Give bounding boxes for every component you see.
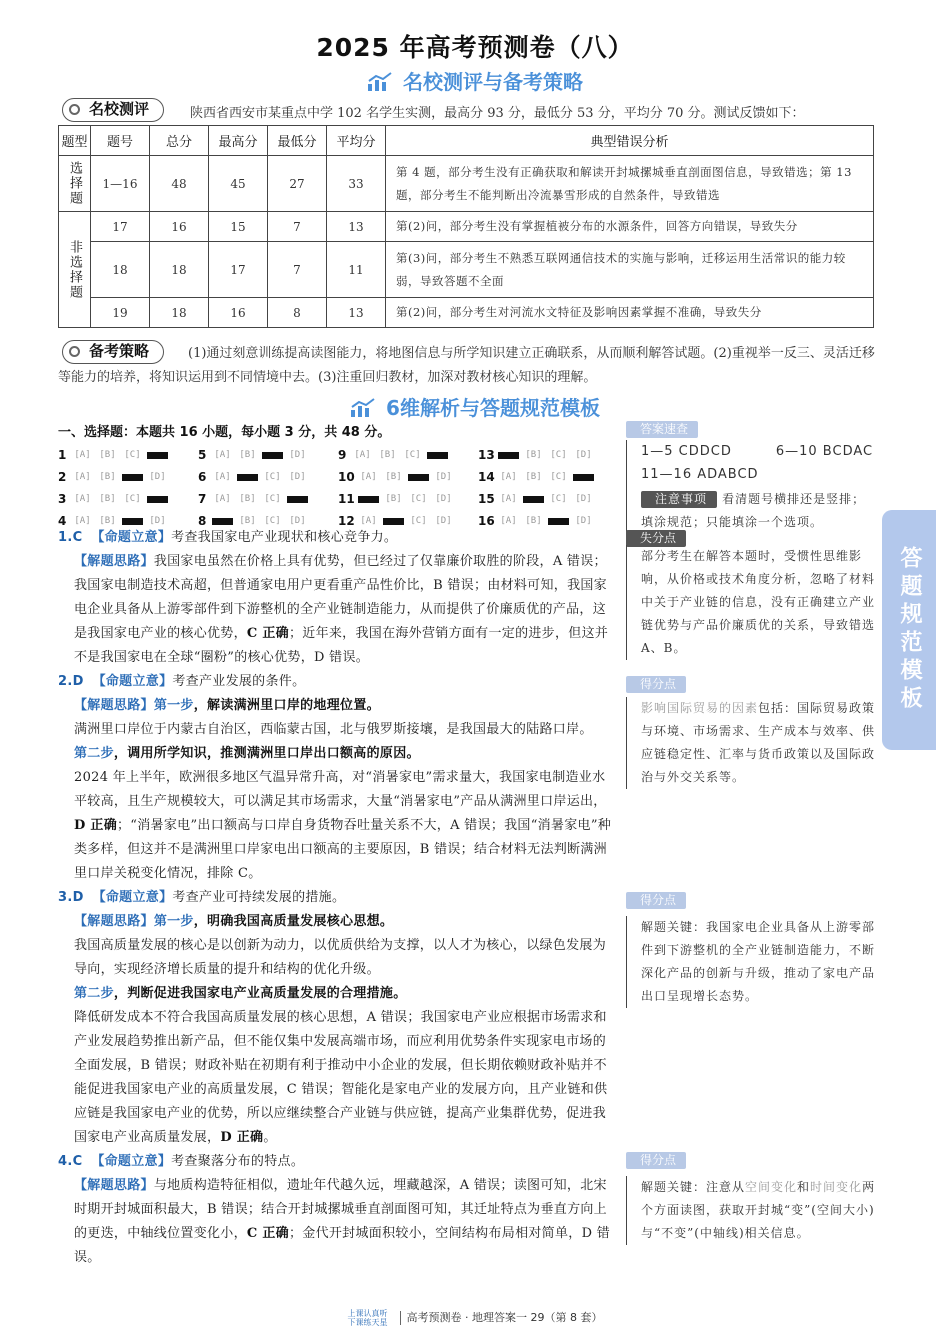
score-point-label: 得分点 — [626, 1152, 686, 1169]
section-heading-analysis — [0, 392, 950, 421]
empty-bubble: [C] — [264, 472, 281, 482]
empty-bubble: [A] — [214, 494, 231, 504]
empty-bubble: [B] — [99, 472, 116, 482]
paragraph: 2024 年上半年，欧洲很多地区气温异常升高，对“消暑家电”需求量大，我国家电制造业水平较高，且生产规模较大，可以满足其市场需求，大量“消暑家电”产品从满洲里口岸运出， — [74, 770, 607, 809]
table-row — [59, 156, 874, 212]
empty-bubble: [B] — [385, 472, 402, 482]
filled-bubble — [573, 474, 594, 481]
question-number: 15 — [478, 492, 495, 506]
thinking-tag: 【解题思路】 — [74, 1178, 154, 1193]
choice-heading: 一、选择题：本题共 16 小题，每小题 3 分，共 48 分。 — [58, 425, 391, 440]
filled-bubble — [237, 474, 258, 481]
step-text: ，判断促进我国家电产业高质量发展的合理措施。 — [113, 986, 407, 1001]
empty-bubble: [D] — [435, 494, 452, 504]
section-heading-evaluation — [0, 66, 950, 95]
paragraph: 。 — [263, 1130, 277, 1145]
empty-bubble: [A] — [74, 494, 91, 504]
header-total: 总分 — [150, 126, 209, 156]
intent-tag: 【命题立意】 — [92, 890, 173, 905]
thinking-tag: 【解题思路】 — [74, 698, 154, 713]
answer-item — [478, 444, 618, 466]
question-4-explanation — [58, 1150, 618, 1270]
bar-chart-icon — [367, 72, 393, 92]
answer-row — [58, 444, 618, 466]
cell-no: 18 — [91, 242, 150, 298]
empty-bubble: [D] — [289, 472, 306, 482]
paragraph: 满洲里口岸位于内蒙古自治区，西临蒙古国，北与俄罗斯接壤，是我国最大的陆路口岸。 — [74, 722, 593, 737]
filled-bubble — [147, 452, 168, 459]
filled-bubble — [427, 452, 448, 459]
header-type: 题型 — [59, 126, 91, 156]
empty-bubble: [B] — [379, 450, 396, 460]
answer-item — [338, 466, 478, 488]
filled-bubble — [122, 474, 143, 481]
cell-min: 7 — [268, 212, 327, 242]
bar-chart-icon — [350, 398, 376, 418]
empty-bubble: [D] — [435, 472, 452, 482]
empty-bubble: [D] — [575, 450, 592, 460]
filled-bubble — [548, 518, 569, 525]
score-point-text: 解题关键：我国家电企业具备从上游零部件到下游整机的全产业链制造能力，不断深化产品的创新与升级，推动了家电产品出口呈现增长态势。 — [626, 916, 876, 1008]
table-header-row — [59, 126, 874, 156]
header-no: 题号 — [91, 126, 150, 156]
question-number: 8 — [198, 514, 207, 528]
correct-answer: C 正确 — [246, 1226, 289, 1241]
empty-bubble: [A] — [360, 472, 377, 482]
answer-item — [198, 444, 338, 466]
empty-bubble: [A] — [354, 450, 371, 460]
notes-text: 看清题号横排还是竖排；填涂规范；只能填涂一个选项。 — [641, 492, 866, 529]
cell-min: 8 — [268, 298, 327, 328]
empty-bubble: [B] — [99, 516, 116, 526]
answers-range-1: 1—5 CDDCD — [641, 444, 732, 459]
empty-bubble: [D] — [289, 516, 306, 526]
step-label: 第一步 — [153, 914, 194, 929]
empty-bubble: [D] — [435, 516, 452, 526]
filled-bubble — [358, 496, 379, 503]
step-label: 第二步 — [74, 746, 114, 761]
step-text: ，调用所学知识，推测满洲里口岸出口额高的原因。 — [113, 746, 420, 761]
cell-total: 48 — [150, 156, 209, 212]
question-1-explanation — [58, 526, 618, 670]
paragraph: ；“消暑家电”出口额高与口岸自身货物吞吐量关系不大，A 错误；我国“消暑家电”种类多样，但这并不是满洲里口岸家电出口额高的主要原因，B 错误；结合材料无法判断满洲里口岸关税变化情况，排除 C。 — [74, 818, 612, 881]
filled-bubble — [498, 452, 519, 459]
filled-bubble — [262, 452, 283, 459]
question-number: 14 — [478, 470, 495, 484]
question-number: 4.C — [58, 1154, 83, 1169]
header-min: 最低分 — [268, 126, 327, 156]
footer-text: 高考预测卷 · 地理答案一 29（第 8 套） — [406, 1311, 603, 1324]
filled-bubble — [408, 474, 429, 481]
filled-bubble — [147, 496, 168, 503]
answer-row — [58, 466, 618, 488]
question-number: 3.D — [58, 890, 84, 905]
cell-min: 7 — [268, 242, 327, 298]
empty-bubble: [C] — [124, 494, 141, 504]
question-number: 3 — [58, 492, 67, 506]
filled-bubble — [523, 496, 544, 503]
strategy-text: (1)通过刻意训练提高读图能力，将地图信息与所学知识建立正确联系，从而顺利解答试题。(2)重视举一反三、灵活迁移等能力的培养，将知识运用到不同情境中去。(3)注重回归教材，加深对教材核心知识的理解。 — [58, 346, 875, 385]
correct-answer: C 正确 — [246, 626, 289, 641]
intent-tag: 【命题立意】 — [92, 674, 173, 689]
bullet-icon — [69, 346, 80, 357]
cell-no: 17 — [91, 212, 150, 242]
empty-bubble: [C] — [550, 450, 567, 460]
cell-max: 45 — [209, 156, 268, 212]
answers-range-2: 6—10 BCDAC — [775, 444, 874, 459]
empty-bubble: [A] — [214, 472, 231, 482]
cell-total: 18 — [150, 298, 209, 328]
answer-item — [58, 466, 198, 488]
section-heading-text: 名校测评与备考策略 — [403, 70, 583, 94]
cell-avg: 33 — [327, 156, 386, 212]
question-3-explanation — [58, 886, 618, 1150]
empty-bubble: [C] — [410, 516, 427, 526]
cell-no: 1—16 — [91, 156, 150, 212]
empty-bubble: [D] — [149, 516, 166, 526]
eval-label: 名校测评 — [62, 98, 164, 122]
template-tab: 答题规范模板 — [882, 510, 936, 750]
empty-bubble: [C] — [410, 494, 427, 504]
filled-bubble — [212, 518, 233, 525]
header-avg: 平均分 — [327, 126, 386, 156]
cell-avg: 11 — [327, 242, 386, 298]
empty-bubble: [A] — [360, 516, 377, 526]
intent-text: 考查产业可持续发展的措施。 — [172, 890, 346, 905]
empty-bubble: [A] — [214, 450, 231, 460]
question-number: 11 — [338, 492, 355, 506]
empty-bubble: [B] — [239, 516, 256, 526]
question-number: 2 — [58, 470, 67, 484]
empty-bubble: [B] — [99, 494, 116, 504]
score-point-label: 得分点 — [626, 892, 686, 909]
empty-bubble: [B] — [385, 494, 402, 504]
empty-bubble: [B] — [525, 450, 542, 460]
cell-avg: 13 — [327, 298, 386, 328]
section-heading-text: 6维解析与答题规范模板 — [386, 396, 600, 420]
paragraph: 降低研发成本不符合我国高质量发展的核心思想，A 错误；我国家电产业应根据市场需求和产业发展趋势推出新产品，但不能仅集中发展高端市场，而应利用优势条件实现家电市场的全面发展，B 错误；财政补贴在初期有利于推动中小企业的发展，但长期依赖财政补贴并不能促进我国家电产业的高质量发展，C 错误；智能化是家电产业的发展方向，且产业链和供应链是我国家电产业的优势，所以应继续整合产业链与供应链，提高产业集群优势，促进我国家电产业高质量发展， — [74, 1010, 608, 1145]
explanation-text: ；金代开封城面积较小，空间结构布局相对简单，D 错误。 — [74, 1226, 611, 1265]
intent-tag: 【命题立意】 — [91, 1154, 172, 1169]
empty-bubble: [D] — [149, 472, 166, 482]
intent-tag: 【命题立意】 — [91, 530, 172, 545]
question-2-explanation — [58, 670, 618, 886]
intent-text: 考查我国家电产业现状和核心竞争力。 — [171, 530, 398, 545]
cell-max: 15 — [209, 212, 268, 242]
question-number: 2.D — [58, 674, 84, 689]
answer-row — [58, 488, 618, 510]
footer-logo: 上课认真听 下课练天星 — [347, 1309, 388, 1327]
empty-bubble: [B] — [99, 450, 116, 460]
empty-bubble: [C] — [550, 494, 567, 504]
step-text: ，明确我国高质量发展核心思想。 — [193, 914, 394, 929]
lose-point-text: 部分考生在解答本题时，受惯性思维影响，从价格或技术角度分析，忽略了材料中关于产业链的信息，没有正确建立产业链优势与产品价廉质优的关系，导致错选 A、B。 — [626, 545, 876, 660]
empty-bubble: [C] — [264, 516, 281, 526]
empty-bubble: [A] — [74, 516, 91, 526]
header-max: 最高分 — [209, 126, 268, 156]
type-cell: 选择题 — [59, 156, 91, 212]
question-number: 1.C — [58, 530, 83, 545]
cell-max: 16 — [209, 298, 268, 328]
score-point-text: 解题关键：注意从空间变化和时间变化两个方面读图，获取开封城“变”(空间大小)与“不变”(中轴线)相关信息。 — [626, 1176, 876, 1245]
step-label: 第二步 — [74, 986, 114, 1001]
question-number: 9 — [338, 448, 347, 462]
table-row — [59, 212, 874, 242]
question-number: 4 — [58, 514, 67, 528]
type-cell: 非选择题 — [59, 212, 91, 328]
question-number: 13 — [478, 448, 495, 462]
answer-item — [198, 466, 338, 488]
intent-text: 考查产业发展的条件。 — [172, 674, 306, 689]
answer-item — [338, 444, 478, 466]
question-number: 1 — [58, 448, 67, 462]
filled-bubble — [287, 496, 308, 503]
explanation-text: ；近年来，我国在海外营销方面有一定的进步，但这并不是我国家电在全球“圈粉”的核心优势，D 错误。 — [74, 626, 609, 665]
question-number: 5 — [198, 448, 207, 462]
empty-bubble: [C] — [404, 450, 421, 460]
paragraph: 我国高质量发展的核心是以创新为动力，以优质供给为支撑，以人才为核心，以绿色发展为导向，实现经济增长质量的提升和结构的优化升级。 — [74, 938, 607, 977]
table-row — [59, 242, 874, 298]
answer-sheet — [58, 444, 618, 532]
empty-bubble: [A] — [500, 494, 517, 504]
question-number: 6 — [198, 470, 207, 484]
cell-analysis: 第(2)问，部分考生对河流水文特征及影响因素掌握不准确，导致失分 — [386, 298, 874, 328]
empty-bubble: [B] — [525, 472, 542, 482]
question-number: 16 — [478, 514, 495, 528]
correct-answer: D 正确 — [74, 818, 117, 833]
cell-no: 19 — [91, 298, 150, 328]
empty-bubble: [C] — [124, 450, 141, 460]
correct-answer: D 正确 — [220, 1130, 264, 1145]
cell-total: 16 — [150, 212, 209, 242]
empty-bubble: [A] — [74, 450, 91, 460]
empty-bubble: [A] — [74, 472, 91, 482]
empty-bubble: [B] — [239, 494, 256, 504]
cell-analysis: 第(2)问，部分考生没有掌握植被分布的水源条件，回答方向错误，导致失分 — [386, 212, 874, 242]
question-number: 12 — [338, 514, 355, 528]
empty-bubble: [B] — [525, 516, 542, 526]
bullet-icon — [69, 104, 80, 115]
empty-bubble: [A] — [500, 472, 517, 482]
answer-item — [338, 488, 478, 510]
thinking-tag: 【解题思路】 — [74, 914, 154, 929]
step-label: 第一步 — [153, 698, 194, 713]
cell-avg: 13 — [327, 212, 386, 242]
cell-min: 27 — [268, 156, 327, 212]
strategy-label: 备考策略 — [62, 340, 164, 364]
step-text: ，解读满洲里口岸的地理位置。 — [193, 698, 380, 713]
filled-bubble — [383, 518, 404, 525]
answers-label: 答案速查 — [626, 421, 698, 438]
question-number: 10 — [338, 470, 355, 484]
empty-bubble: [B] — [239, 450, 256, 460]
question-number: 7 — [198, 492, 207, 506]
answer-item — [198, 488, 338, 510]
score-point-text: 影响国际贸易的因素包括：国际贸易政策与环境、市场需求、生产成本与效率、供应链稳定性、汇率与货币政策以及国际政治与外交关系等。 — [626, 697, 876, 789]
answer-item — [58, 444, 198, 466]
eval-intro: 陕西省西安市某重点中学 102 名学生实测，最高分 93 分，最低分 53 分，平均分 70 分。测试反馈如下： — [190, 106, 805, 121]
filled-bubble — [122, 518, 143, 525]
cell-total: 18 — [150, 242, 209, 298]
empty-bubble: [D] — [575, 494, 592, 504]
explanation-text: 我国家电虽然在价格上具有优势，但已经过了仅靠廉价取胜的阶段，A 错误；我国家电制造技术高超，但普通家电用户更看重产品性价比，B 错误；由材料可知，我国家电企业具备从上游零部件到下游整机的全产业链制造能力，从而提供了价廉质优的产品，这是我国家电产业的核心优势， — [74, 554, 607, 641]
empty-bubble: [A] — [500, 516, 517, 526]
answer-item — [478, 466, 618, 488]
empty-bubble: [C] — [264, 494, 281, 504]
cell-analysis: 第 4 题，部分考生没有正确获取和解读开封城摞城垂直剖面图信息，导致错选；第 13 题，部分考生不能判断出冷流暴雪形成的自然条件，导致错选 — [386, 156, 874, 212]
cell-analysis: 第(3)问，部分考生不熟悉互联网通信技术的实施与影响，迁移运用生活常识的能力较弱，导致答题不全面 — [386, 242, 874, 298]
cell-max: 17 — [209, 242, 268, 298]
thinking-tag: 【解题思路】 — [74, 554, 154, 569]
notes-label: 注意事项 — [641, 491, 717, 508]
page-footer — [0, 1309, 950, 1327]
explanation-text: 与地质构造特征相似，遗址年代越久远，埋藏越深，A 错误；读图可知，北宋时期开封城面积最大，B 错误；结合开封城摞城垂直剖面图可知，其迁址特点为垂直方向上的更迭，中轴线位置变化小， — [74, 1178, 607, 1241]
empty-bubble: [D] — [289, 450, 306, 460]
table-row — [59, 298, 874, 328]
answers-range-3: 11—16 ADABCD — [641, 467, 759, 482]
intent-text: 考查聚落分布的特点。 — [171, 1154, 305, 1169]
page-title: 2025 年高考预测卷（八） — [316, 33, 634, 62]
empty-bubble: [D] — [575, 516, 592, 526]
answer-item — [58, 488, 198, 510]
empty-bubble: [C] — [550, 472, 567, 482]
score-point-label: 得分点 — [626, 676, 686, 693]
answers-panel — [626, 440, 876, 532]
lose-point-label: 失分点 — [626, 530, 686, 547]
answer-item — [478, 488, 618, 510]
evaluation-table — [58, 125, 874, 328]
header-analysis: 典型错误分析 — [386, 126, 874, 156]
